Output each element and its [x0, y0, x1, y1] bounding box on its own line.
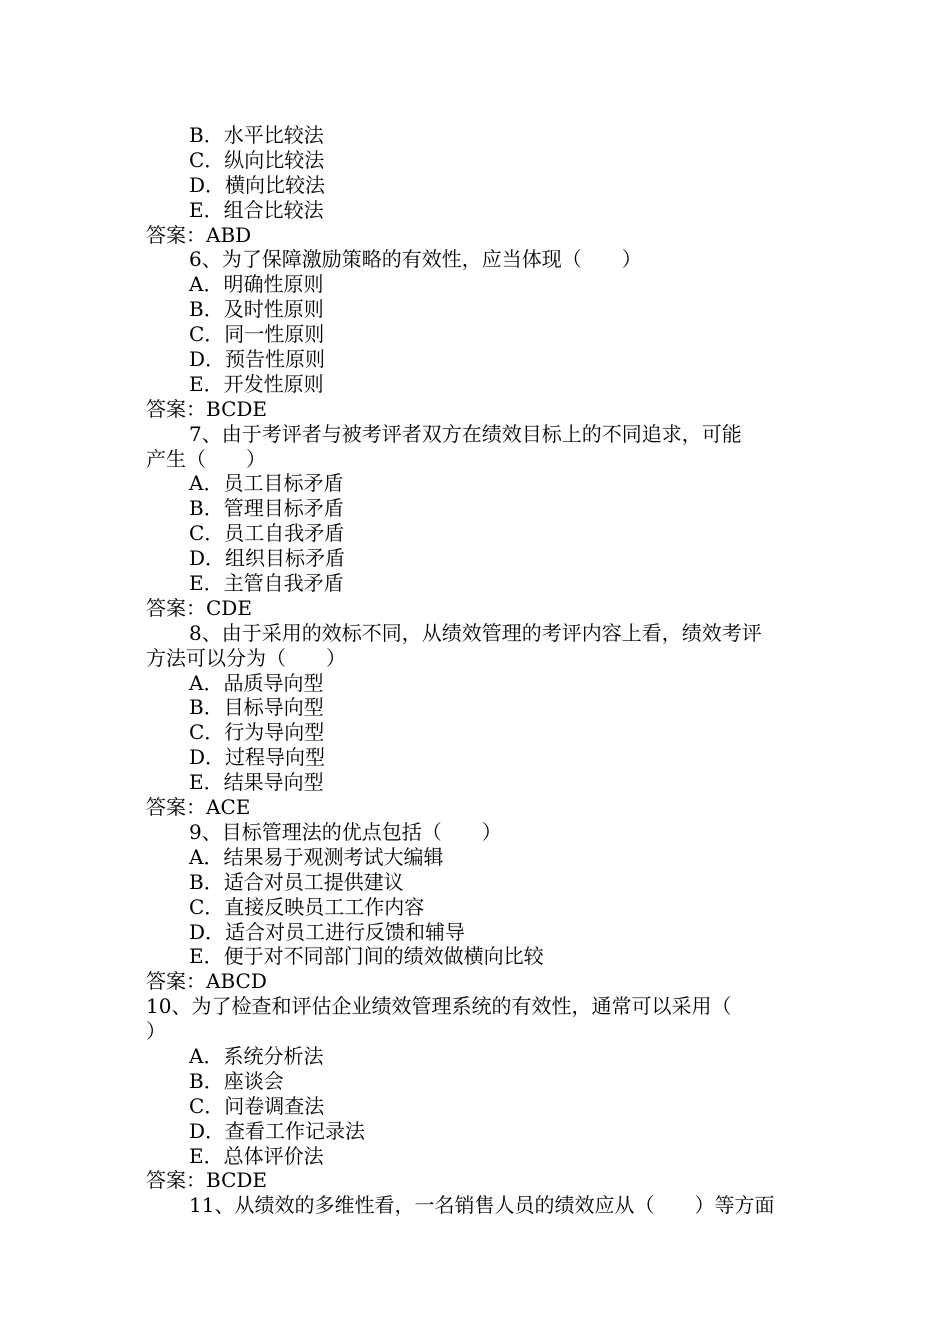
answer-key: 答案：ABD	[146, 222, 252, 247]
answer-option: B．及时性原则	[189, 297, 324, 322]
question-text: 11、从绩效的多维性看，一名销售人员的绩效应从（ ）等方面	[189, 1193, 775, 1218]
answer-option: C．同一性原则	[189, 322, 325, 347]
answer-option: B．目标导向型	[189, 695, 324, 720]
answer-option: C．问卷调查法	[189, 1093, 325, 1118]
answer-key: 答案：BCDE	[146, 1168, 268, 1193]
document-body	[146, 123, 810, 1218]
answer-option: A．系统分析法	[189, 1043, 324, 1068]
question-text: 9、目标管理法的优点包括（ ）	[189, 819, 502, 844]
answer-option: B．座谈会	[189, 1068, 284, 1093]
answer-option: E．组合比较法	[189, 197, 324, 222]
answer-option: A．员工目标矛盾	[189, 471, 344, 496]
answer-option: E．主管自我矛盾	[189, 571, 344, 596]
answer-option: E．开发性原则	[189, 371, 324, 396]
answer-option: A．品质导向型	[189, 670, 324, 695]
answer-option: D．过程导向型	[189, 745, 326, 770]
answer-option: C．纵向比较法	[189, 147, 325, 172]
answer-key: 答案：CDE	[146, 595, 252, 620]
answer-option: A．明确性原则	[189, 272, 324, 297]
answer-key: 答案：ACE	[146, 795, 251, 820]
answer-option: D．组织目标矛盾	[189, 546, 346, 571]
answer-option: B．水平比较法	[189, 123, 324, 147]
question-text-continued: 产生（ ）	[146, 446, 266, 471]
question-text-continued: ）	[146, 1019, 166, 1044]
answer-option: D．预告性原则	[189, 347, 326, 372]
answer-option: E．总体评价法	[189, 1143, 324, 1168]
question-text: 10、为了检查和评估企业绩效管理系统的有效性，通常可以采用（	[146, 994, 732, 1019]
answer-option: E．结果导向型	[189, 770, 324, 795]
question-text: 7、由于考评者与被考评者双方在绩效目标上的不同追求，可能	[189, 421, 742, 446]
question-text: 6、为了保障激励策略的有效性，应当体现（ ）	[189, 247, 642, 272]
answer-option: D．查看工作记录法	[189, 1118, 366, 1143]
answer-option: D．横向比较法	[189, 172, 326, 197]
question-text-continued: 方法可以分为（ ）	[146, 645, 346, 670]
answer-key: 答案：ABCD	[146, 969, 267, 994]
question-text: 8、由于采用的效标不同，从绩效管理的考评内容上看，绩效考评	[189, 620, 762, 645]
answer-option: C．员工自我矛盾	[189, 521, 345, 546]
answer-key: 答案：BCDE	[146, 396, 268, 421]
answer-option: C．直接反映员工工作内容	[189, 894, 425, 919]
answer-option: D．适合对员工进行反馈和辅导	[189, 919, 466, 944]
answer-option: E．便于对不同部门间的绩效做横向比较	[189, 944, 544, 969]
answer-option: A．结果易于观测考试大编辑	[189, 844, 444, 869]
answer-option: B．管理目标矛盾	[189, 496, 344, 521]
answer-option: B．适合对员工提供建议	[189, 869, 404, 894]
answer-option: C．行为导向型	[189, 720, 325, 745]
